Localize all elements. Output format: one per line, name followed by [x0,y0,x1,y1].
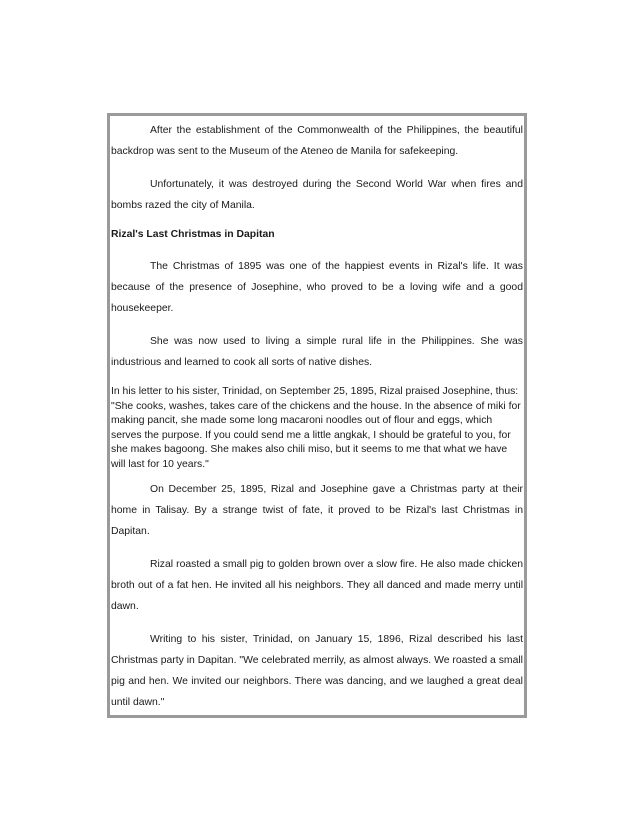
paragraph-text: She was now used to living a simple rural life in the Philippines. She was industrious and learned to cook all sorts of native dishes. [111,336,523,368]
paragraph [111,479,524,542]
document-body [110,116,524,715]
paragraph-text: The Christmas of 1895 was one of the happiest events in Rizal's life. It was because of the presence of Josephine, who proved to be a loving wife and a good housekeeper. [111,261,523,314]
letter-quote: In his letter to his sister, Trinidad, on September 25, 1895, Rizal praised Josephine, thus: "She cooks, washes, takes care of the chickens and the house. In the absence of miki for making pancit, she made some long macaroni noodles out of flour and eggs, which serves the purpose. If you could send me a little angkak, I should be grateful to you, for she makes bagoong. She makes also chili miso, but it seems to me that what we have will last for 10 years." [111,386,521,470]
paragraph [111,554,524,617]
paragraph [111,174,524,216]
paragraph-text: Unfortunately, it was destroyed during the Second World War when fires and bombs razed the city of Manila. [111,179,523,211]
paragraph-text: After the establishment of the Commonwealth of the Philippines, the beautiful backdrop was sent to the Museum of the Ateneo de Manila for safekeeping. [111,125,523,157]
paragraph-text: Writing to his sister, Trinidad, on January 15, 1896, Rizal described his last Christmas party in Dapitan. "We celebrated merrily, as almost always. We roasted a small pig and hen. We invited our neighbors. There was dancing, and we laughed a great deal until dawn." [111,633,523,708]
paragraph [111,120,524,162]
paragraph-text: Rizal roasted a small pig to golden brown over a slow fire. He also made chicken broth out of a fat hen. He invited all his neighbors. They all danced and made merry until dawn. [111,558,523,612]
section-heading: Rizal's Last Christmas in Dapitan [111,229,275,240]
page-frame [107,113,527,718]
paragraph [111,331,524,373]
paragraph [111,629,524,713]
paragraph-text: On December 25, 1895, Rizal and Josephine gave a Christmas party at their home in Talisay. By a strange twist of fate, it proved to be Rizal's last Christmas in Dapitan. [111,483,523,537]
paragraph [111,256,524,319]
